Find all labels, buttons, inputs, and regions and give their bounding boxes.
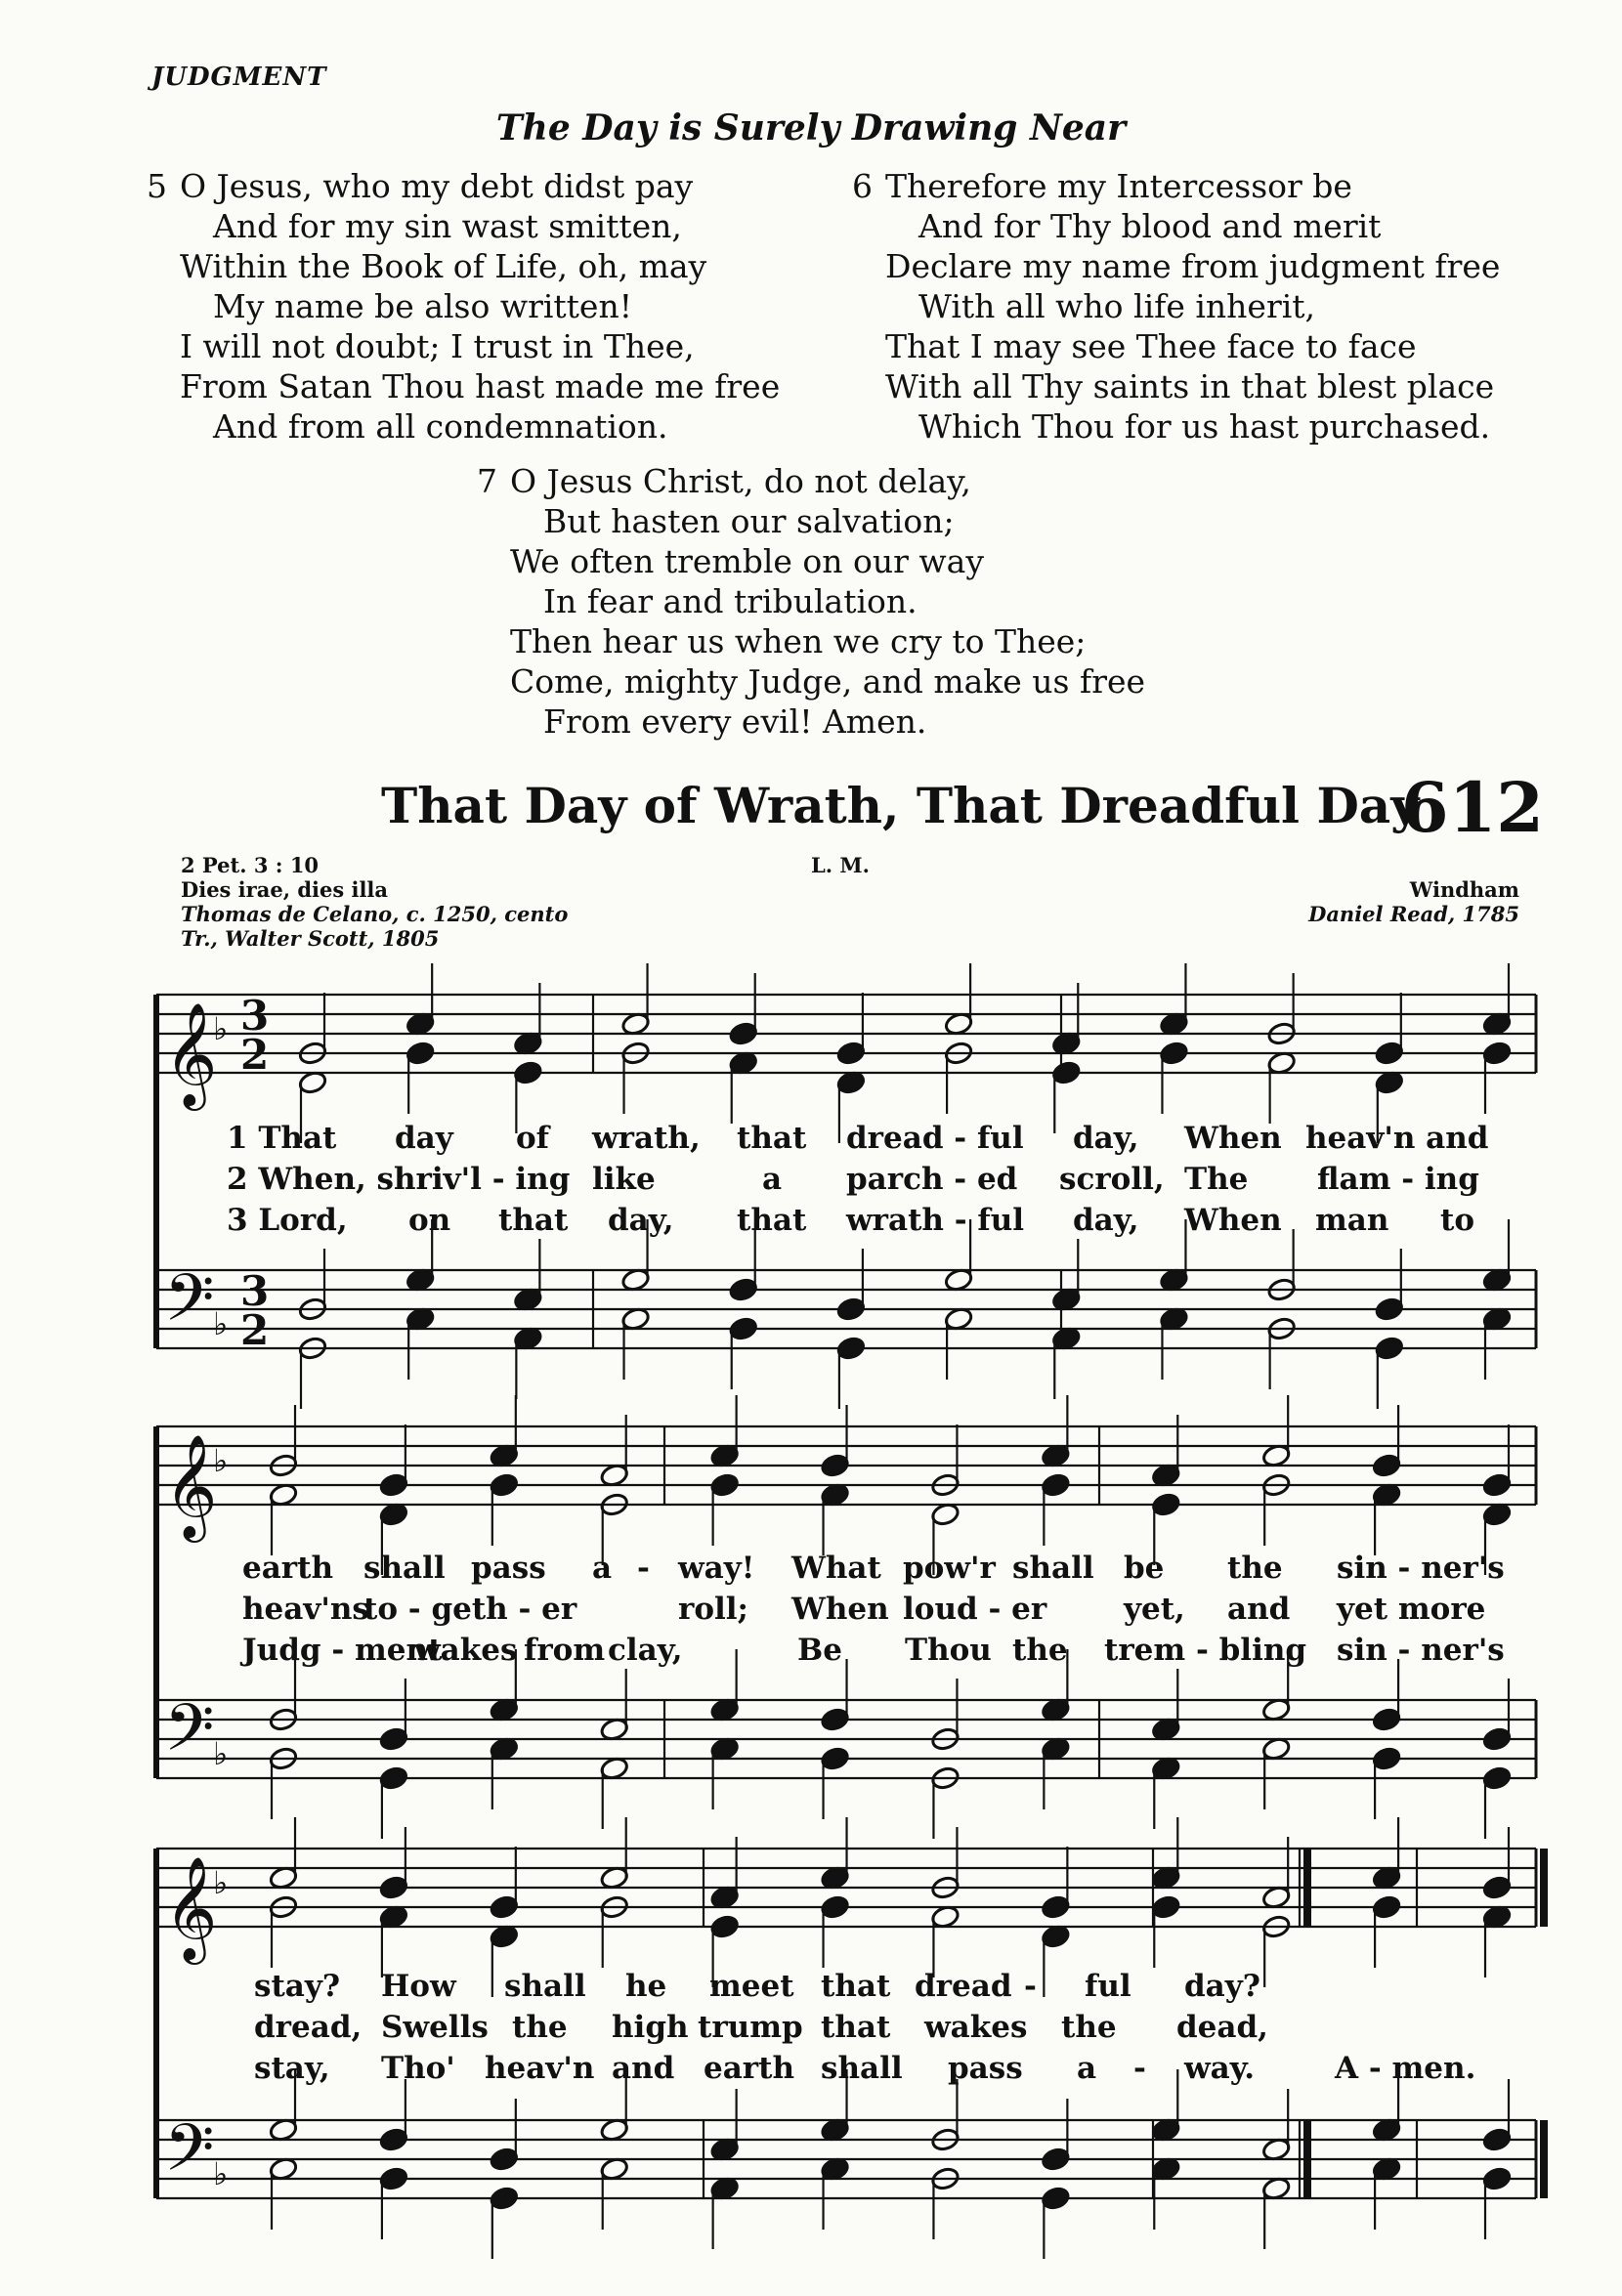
bass-note	[1482, 2166, 1513, 2191]
verse-number: 6	[852, 167, 873, 205]
tenor-note	[1375, 1297, 1405, 1322]
lyric-syllable: 2 When, shriv'l - ing	[227, 1162, 571, 1197]
verse-line: Therefore my Intercessor be	[885, 167, 1352, 205]
lyric-syllable: wrath,	[592, 1121, 701, 1156]
verse-line: From every evil! Amen.	[543, 702, 927, 741]
tenor-note	[1041, 2147, 1071, 2172]
lyric-syllable: sin - ner's	[1337, 1633, 1505, 1668]
lyric-syllable: stay?	[254, 1969, 341, 2004]
verse-line: With all who life inherit,	[918, 287, 1316, 325]
lyric-syllable: What	[791, 1551, 881, 1586]
alto-note	[1151, 1492, 1181, 1517]
lyric-syllable: day?	[1184, 1969, 1260, 2004]
soprano-note	[379, 1472, 409, 1498]
bass-note	[820, 1746, 850, 1771]
soprano-note	[728, 1021, 758, 1046]
verse-line: And for my sin wast smitten,	[213, 207, 682, 245]
verse-line: We often tremble on our way	[510, 542, 984, 580]
lyric-syllable: to - geth - er	[363, 1592, 577, 1627]
lyric-syllable: dread,	[254, 2010, 363, 2045]
alto-note	[709, 1472, 740, 1498]
lyric-syllable: loud - er	[903, 1592, 1047, 1627]
soprano-note	[490, 1894, 520, 1920]
lyric-syllable: and	[612, 2051, 675, 2086]
lyric-syllable: like	[592, 1162, 656, 1197]
lyric-syllable: wakes	[924, 2010, 1028, 2045]
flat-icon: ♭	[213, 1010, 229, 1047]
bass-note	[490, 2186, 520, 2211]
bass-clef-icon: 𝄢	[164, 1690, 215, 1781]
verse-line: Then hear us when we cry to Thee;	[510, 622, 1087, 660]
verse-line: From Satan Thou hast made me free	[180, 367, 781, 405]
verse-line: Which Thou for us hast purchased.	[918, 407, 1491, 446]
lyric-syllable: earth	[242, 1551, 333, 1586]
translator-credit: Tr., Walter Scott, 1805	[181, 926, 440, 951]
tenor-note	[728, 1277, 758, 1302]
lyric-syllable: yet more	[1337, 1592, 1486, 1627]
verse-line: O Jesus Christ, do not delay,	[510, 462, 971, 500]
lyric-syllable: 1 That	[227, 1121, 337, 1156]
hymn-title: That Day of Wrath, That Dreadful Day	[381, 777, 1420, 834]
lyric-syllable: shall	[504, 1969, 586, 2004]
verse-number: 5	[147, 167, 167, 205]
bass-note	[1482, 1765, 1513, 1791]
verse-line: That I may see Thee face to face	[885, 327, 1417, 365]
author-credit: Thomas de Celano, c. 1250, cento	[181, 902, 569, 926]
lyric-syllable: Be	[797, 1633, 842, 1668]
lyric-syllable: day	[395, 1121, 453, 1156]
soprano-note	[836, 1041, 867, 1066]
verse-line: With all Thy saints in that blest place	[885, 367, 1495, 405]
lyric-syllable: that	[821, 1969, 891, 2004]
verse-line: O Jesus, who my debt didst pay	[180, 167, 694, 205]
lyric-syllable: shall	[821, 2051, 903, 2086]
verse-line: Within the Book of Life, oh, may	[180, 247, 707, 285]
lyric-syllable: day,	[608, 1203, 674, 1238]
bass-note	[379, 1765, 409, 1791]
section-tag: JUDGMENT	[151, 63, 327, 92]
time-signature: 2	[240, 1031, 270, 1079]
bass-clef-icon: 𝄢	[164, 2110, 215, 2201]
bass-note	[1372, 1746, 1402, 1771]
lyric-syllable: Thou	[905, 1633, 992, 1668]
verse-number: 7	[477, 462, 497, 500]
lyric-syllable: day,	[1073, 1121, 1139, 1156]
verse-line: Come, mighty Judge, and make us free	[510, 662, 1146, 701]
lyric-syllable: roll;	[678, 1592, 749, 1627]
verse-line: But hasten our salvation;	[543, 502, 955, 540]
lyric-syllable: When	[1184, 1203, 1282, 1238]
lyric-line-s1-v1	[227, 1121, 336, 1156]
treble-clef-icon: 𝄞	[164, 1433, 218, 1538]
scripture-ref: 2 Pet. 3 : 10	[181, 853, 320, 877]
alto-note	[709, 1914, 740, 1939]
lyric-syllable: and	[1227, 1592, 1291, 1627]
soprano-note	[379, 1875, 409, 1900]
flat-icon: ♭	[213, 1864, 229, 1901]
treble-clef-icon: 𝄞	[164, 1001, 218, 1106]
alto-note	[1372, 1894, 1402, 1920]
lyric-syllable: Judg - ment	[242, 1633, 443, 1668]
lyric-syllable: flam - ing	[1317, 1162, 1479, 1197]
lyric-syllable: way!	[678, 1551, 755, 1586]
tenor-note	[1372, 1707, 1402, 1732]
verse-line: In fear and tribulation.	[543, 582, 918, 620]
lyric-syllable: way.	[1184, 2051, 1256, 2086]
lyric-syllable: on	[408, 1203, 451, 1238]
tenor-note	[1482, 2127, 1513, 2152]
lyric-syllable: wrath - ful	[846, 1203, 1025, 1238]
lyric-syllable: How	[381, 1969, 456, 2004]
lyric-syllable: wakes	[414, 1633, 518, 1668]
lyric-syllable: trump	[698, 2010, 803, 2045]
time-signature: 2	[240, 1306, 270, 1354]
tenor-note	[379, 1726, 409, 1752]
flat-icon: ♭	[213, 1735, 229, 1772]
bass-note	[728, 1316, 758, 1341]
lyric-syllable: 3 Lord,	[227, 1203, 348, 1238]
lyric-syllable: -	[1024, 1969, 1037, 2004]
lyric-syllable: stay,	[254, 2051, 330, 2086]
soprano-note	[1482, 1875, 1513, 1900]
lyric-syllable: to	[1440, 1203, 1474, 1238]
lyric-syllable: sin - ner's	[1337, 1551, 1505, 1586]
soprano-note	[1041, 1894, 1071, 1920]
lyric-syllable: When	[791, 1592, 889, 1627]
previous-hymn-title: The Day is Surely Drawing Near	[495, 107, 1127, 149]
verse-line: I will not doubt; I trust in Thee,	[180, 327, 695, 365]
lyric-syllable: the	[1227, 1551, 1283, 1586]
tenor-note	[490, 2147, 520, 2172]
alto-note	[1041, 1472, 1071, 1498]
lyric-syllable: dead,	[1176, 2010, 1268, 2045]
verse-line: And from all condemnation.	[213, 407, 668, 446]
lyric-syllable: heav'n	[485, 2051, 595, 2086]
time-signature: 3	[240, 992, 270, 1040]
lyric-syllable: that	[498, 1203, 569, 1238]
lyric-syllable: Tho'	[381, 2051, 455, 2086]
alto-note	[1151, 1894, 1181, 1920]
verse-line: Declare my name from judgment free	[885, 247, 1501, 285]
lyric-syllable: The	[1184, 1162, 1249, 1197]
lyric-syllable: the	[512, 2010, 568, 2045]
lyric-syllable: pass	[471, 1551, 546, 1586]
lyric-syllable: he	[625, 1969, 667, 2004]
alto-note	[1051, 1060, 1082, 1085]
lyric-syllable: a	[762, 1162, 783, 1197]
lyric-syllable: man	[1315, 1203, 1389, 1238]
lyric-syllable: day,	[1073, 1203, 1139, 1238]
lyric-syllable: heav'n and	[1305, 1121, 1489, 1156]
meter: L. M.	[811, 853, 870, 877]
tenor-note	[1482, 1726, 1513, 1752]
lyric-syllable: dread	[915, 1969, 1012, 2004]
flat-icon: ♭	[213, 1305, 229, 1342]
lyric-syllable: a	[1077, 2051, 1097, 2086]
lyric-syllable: that	[737, 1121, 807, 1156]
verse-line: And for Thy blood and merit	[918, 207, 1382, 245]
lyric-syllable: that	[821, 2010, 891, 2045]
tune-name: Windham	[1409, 877, 1519, 902]
latin-title: Dies irae, dies illa	[181, 877, 389, 902]
alto-note	[820, 1894, 850, 1920]
lyric-syllable: of	[516, 1121, 550, 1156]
flat-icon: ♭	[213, 2155, 229, 2192]
alto-note	[1482, 1041, 1513, 1066]
lyric-syllable: clay,	[608, 1633, 683, 1668]
soprano-note	[820, 1453, 850, 1478]
composer-credit: Daniel Read, 1785	[1308, 902, 1519, 926]
lyric-syllable: trem - bling	[1104, 1633, 1307, 1668]
lyric-syllable: that	[737, 1203, 807, 1238]
time-signature: 3	[240, 1267, 270, 1315]
tenor-note	[836, 1297, 867, 1322]
bass-clef-icon: 𝄢	[164, 1260, 215, 1351]
lyric-syllable: pass	[948, 2051, 1023, 2086]
alto-note	[406, 1041, 436, 1066]
bass-note	[1375, 1336, 1405, 1361]
lyric-syllable: from	[524, 1633, 606, 1668]
alto-note	[490, 1472, 520, 1498]
lyric-syllable: -	[637, 1551, 650, 1586]
lyric-syllable: be	[1124, 1551, 1165, 1586]
tenor-note	[379, 2127, 409, 2152]
soprano-note	[1482, 1472, 1513, 1498]
hymn-number: 612	[1400, 767, 1544, 848]
lyric-syllable: the	[1061, 2010, 1117, 2045]
lyric-syllable: When	[1184, 1121, 1282, 1156]
lyric-syllable: heav'ns	[242, 1592, 369, 1627]
bass-note	[1041, 2186, 1071, 2211]
soprano-note	[1375, 1041, 1405, 1066]
lyric-syllable: parch - ed	[846, 1162, 1018, 1197]
lyric-syllable: yet,	[1124, 1592, 1185, 1627]
lyric-syllable: shall	[1012, 1551, 1094, 1586]
lyric-syllable: a	[592, 1551, 613, 1586]
lyric-syllable: ful	[1085, 1969, 1131, 2004]
lyric-syllable: Swells	[381, 2010, 489, 2045]
flat-icon: ♭	[213, 1442, 229, 1479]
lyric-syllable: scroll,	[1059, 1162, 1165, 1197]
lyric-syllable: pow'r	[903, 1551, 996, 1586]
alto-note	[513, 1060, 543, 1085]
lyric-syllable: -	[1133, 2051, 1146, 2086]
tenor-note	[820, 1707, 850, 1732]
lyric-syllable: high	[612, 2010, 689, 2045]
bass-note	[836, 1336, 867, 1361]
lyric-syllable: earth	[704, 2051, 794, 2086]
lyric-syllable: A - men.	[1335, 2051, 1476, 2086]
verse-line: My name be also written!	[213, 287, 632, 325]
lyric-syllable: meet	[709, 1969, 794, 2004]
lyric-syllable: shall	[363, 1551, 446, 1586]
lyric-syllable: dread - ful	[846, 1121, 1024, 1156]
lyric-syllable: the	[1012, 1633, 1068, 1668]
alto-note	[1159, 1041, 1189, 1066]
bass-note	[379, 2166, 409, 2191]
soprano-note	[1372, 1453, 1402, 1478]
treble-clef-icon: 𝄞	[164, 1855, 218, 1960]
